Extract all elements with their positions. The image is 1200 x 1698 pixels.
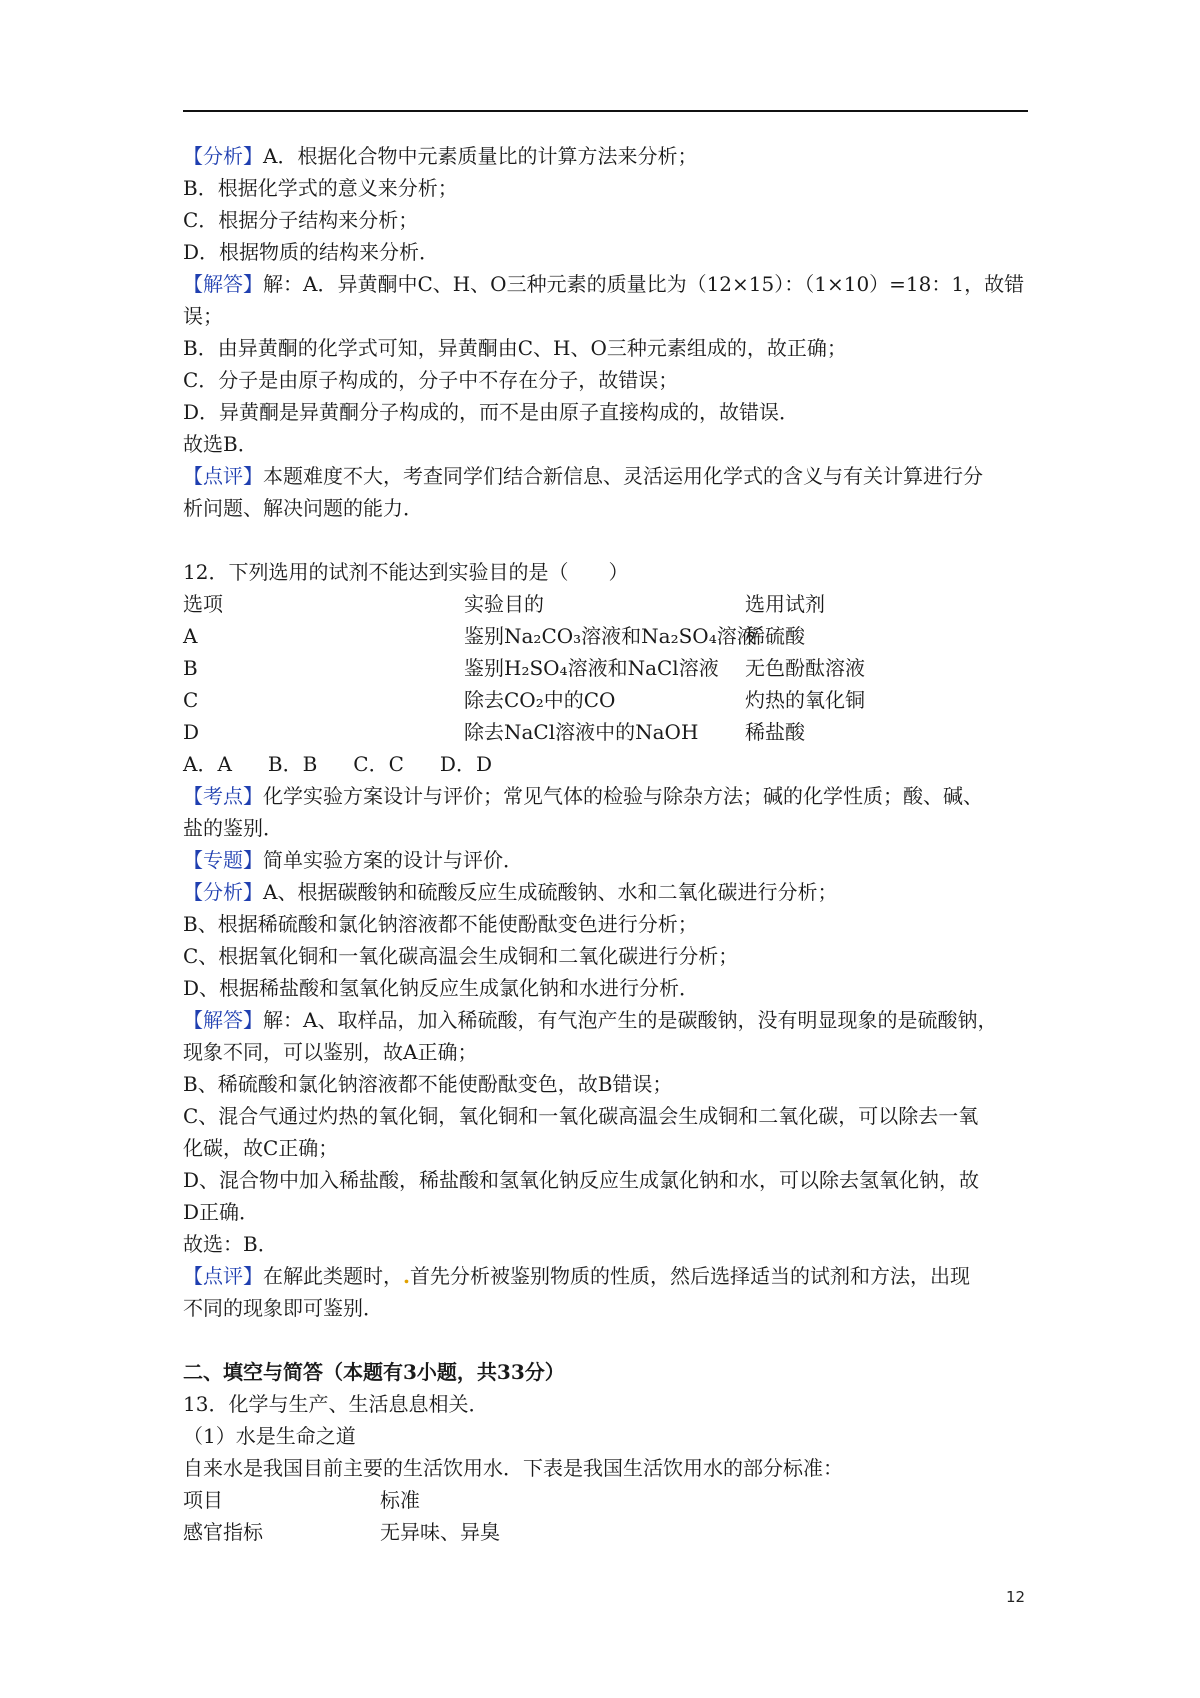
mark-dot-icon: . <box>403 1264 410 1288</box>
option-c: C．C <box>353 752 404 776</box>
q12-header-option: 选项 <box>183 592 223 616</box>
section-title: 二、填空与简答（本题有3小题，共33分） <box>183 1360 565 1384</box>
option-d: D．D <box>439 752 492 776</box>
q12-analysis-b: B、根据稀硫酸和氯化钠溶液都不能使酚酞变色进行分析； <box>183 912 698 936</box>
q12-header-reagent: 选用试剂 <box>745 592 825 616</box>
table-row: D 除去NaCl溶液中的NaOH 稀盐酸 <box>183 720 805 744</box>
tag-comment: 【点评】 <box>183 464 263 488</box>
q13-header-standard: 标准 <box>380 1488 420 1512</box>
q12-analysis-d: D、根据稀盐酸和氢氧化钠反应生成氯化钠和水进行分析． <box>183 976 700 1000</box>
q12-topic: 【专题】简单实验方案的设计与评价． <box>183 848 523 872</box>
q12-solution-b: B、稀硫酸和氯化钠溶液都不能使酚酞变色，故B错误； <box>183 1072 673 1096</box>
q11-comment-cont: 析问题、解决问题的能力． <box>183 496 423 520</box>
q11-solution-a: 【解答】解：A．异黄酮中C、H、O三种元素的质量比为（12×15）：（1×10）=18：1，故错 <box>183 272 1025 296</box>
table-row: A 鉴别Na₂CO₃溶液和Na₂SO₄溶液稀硫酸 <box>183 624 805 648</box>
q13-stem: 13．化学与生产、生活息息相关． <box>183 1392 489 1416</box>
table-row: B 鉴别H₂SO₄溶液和NaCl溶液 无色酚酞溶液 <box>183 656 865 680</box>
table-row: C 除去CO₂中的CO 灼热的氧化铜 <box>183 688 865 712</box>
q11-analysis-c: C．根据分子结构来分析； <box>183 208 419 232</box>
q13-table-header <box>183 1484 1028 1516</box>
q12-analysis-a: 【分析】A、根据碳酸钠和硫酸反应生成硫酸钠、水和二氧化碳进行分析； <box>183 880 838 904</box>
q12-answer: 故选：B． <box>183 1232 278 1256</box>
q12-solution-a-cont: 现象不同，可以鉴别，故A正确； <box>183 1040 478 1064</box>
tag-topic: 【专题】 <box>183 848 263 872</box>
q11-solution-b: B．由异黄酮的化学式可知，异黄酮由C、H、O三种元素组成的，故正确； <box>183 336 847 360</box>
option-b: B．B <box>267 752 318 776</box>
q11-solution-d: D．异黄酮是异黄酮分子构成的，而不是由原子直接构成的，故错误． <box>183 400 800 424</box>
table-row: 感官指标 无异味、异臭 <box>183 1520 500 1544</box>
q12-comment: 【点评】在解此类题时，.首先分析被鉴别物质的性质，然后选择适当的试剂和方法，出现 <box>183 1264 970 1288</box>
q11-answer: 故选B． <box>183 432 258 456</box>
option-a: A．A <box>183 752 232 776</box>
q12-solution-d: D、混合物中加入稀盐酸，稀盐酸和氢氧化钠反应生成氯化钠和水，可以除去氢氧化钠，故 <box>183 1168 980 1192</box>
tag-analysis: 【分析】 <box>183 880 263 904</box>
tag-comment: 【点评】 <box>183 1264 263 1288</box>
q13-intro: 自来水是我国目前主要的生活饮用水．下表是我国生活饮用水的部分标准： <box>183 1456 843 1480</box>
q11-analysis-a: 【分析】A．根据化合物中元素质量比的计算方法来分析； <box>183 144 698 168</box>
q12-keypoint-cont: 盐的鉴别． <box>183 816 283 840</box>
tag-analysis: 【分析】 <box>183 144 263 168</box>
tag-solution: 【解答】 <box>183 272 263 296</box>
q11-analysis-b: B．根据化学式的意义来分析； <box>183 176 458 200</box>
q12-solution-a: 【解答】解：A、取样品，加入稀硫酸，有气泡产生的是碳酸钠，没有明显现象的是硫酸钠， <box>183 1008 998 1032</box>
q11-solution-a-cont: 误； <box>183 304 223 328</box>
tag-keypoint: 【考点】 <box>183 784 263 808</box>
q12-table-header <box>183 588 1028 620</box>
q12-keypoint: 【考点】化学实验方案设计与评价；常见气体的检验与除杂方法；碱的化学性质；酸、碱、 <box>183 784 983 808</box>
q12-solution-c: C、混合气通过灼热的氧化铜，氧化铜和一氧化碳高温会生成铜和二氧化碳，可以除去一氧 <box>183 1104 979 1128</box>
q11-analysis-d: D．根据物质的结构来分析． <box>183 240 440 264</box>
q12-solution-d-cont: D正确． <box>183 1200 260 1224</box>
q13-sub1: （1）水是生命之道 <box>183 1424 356 1448</box>
q12-solution-c-cont: 化碳，故C正确； <box>183 1136 339 1160</box>
q12-comment-cont: 不同的现象即可鉴别． <box>183 1296 383 1320</box>
tag-solution: 【解答】 <box>183 1008 263 1032</box>
q12-header-purpose: 实验目的 <box>464 592 544 616</box>
q11-solution-c: C．分子是由原子构成的，分子中不存在分子，故错误； <box>183 368 679 392</box>
header-rule <box>183 110 1028 112</box>
q12-analysis-c: C、根据氧化铜和一氧化碳高温会生成铜和二氧化碳进行分析； <box>183 944 739 968</box>
q12-options <box>183 748 1028 780</box>
page-number: 12 <box>1006 1588 1026 1606</box>
page-content <box>183 140 1028 1548</box>
q11-comment: 【点评】本题难度不大，考查同学们结合新信息、灵活运用化学式的含义与有关计算进行分 <box>183 464 983 488</box>
q13-header-item: 项目 <box>183 1488 223 1512</box>
q12-stem: 12．下列选用的试剂不能达到实验目的是（ ） <box>183 560 629 584</box>
